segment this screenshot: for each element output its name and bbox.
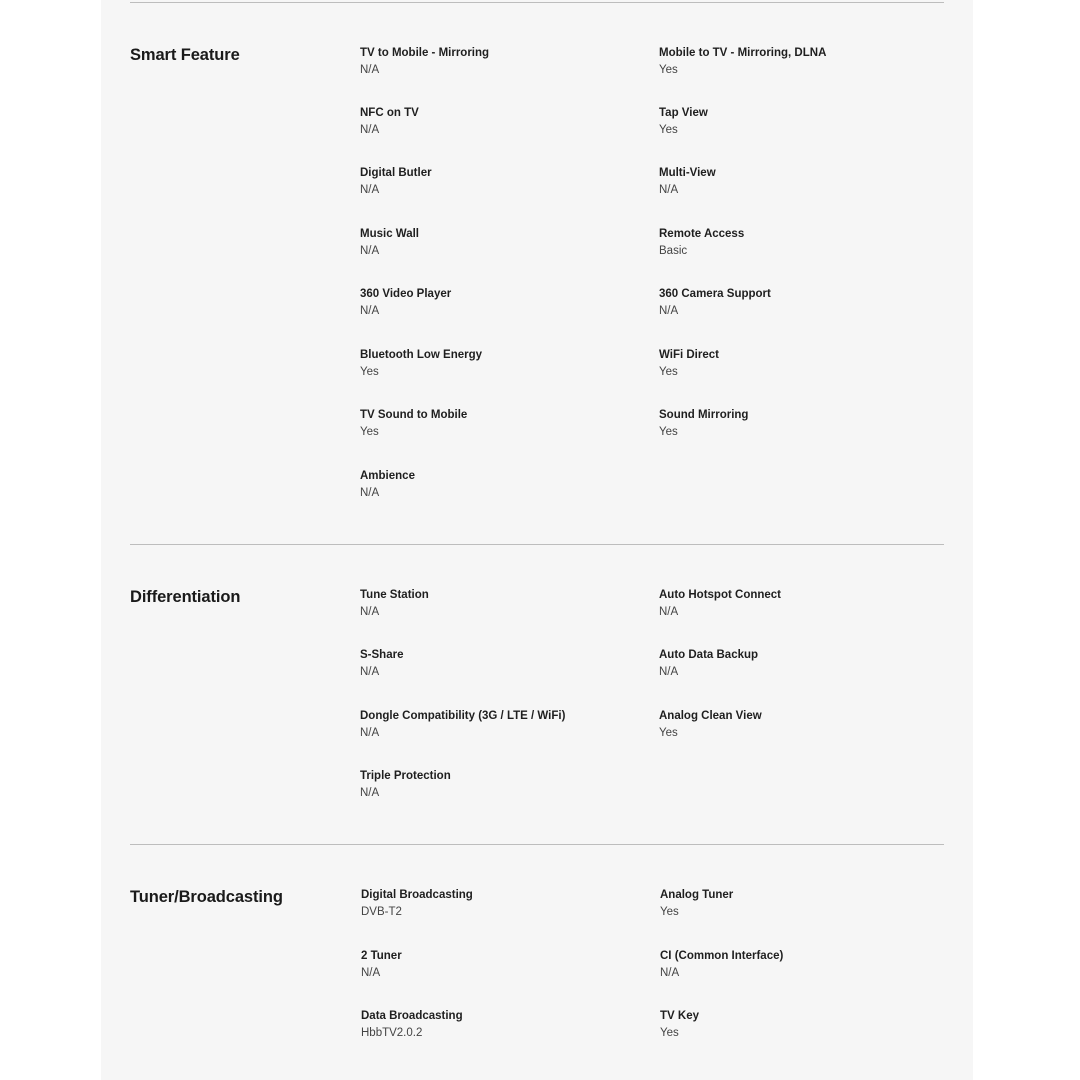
spec-value: N/A	[659, 305, 679, 317]
spec-value: Yes	[360, 426, 379, 438]
spec-value: N/A	[360, 666, 380, 678]
spec-item	[360, 648, 640, 679]
spec-value: N/A	[360, 487, 380, 499]
spec-item	[360, 348, 640, 379]
spec-item	[659, 46, 939, 77]
spec-item	[659, 408, 939, 439]
spec-label: TV to Mobile - Mirroring	[360, 47, 490, 59]
spec-value: N/A	[659, 666, 679, 678]
spec-item	[360, 46, 640, 77]
spec-item	[360, 408, 640, 439]
spec-label: Bluetooth Low Energy	[360, 349, 483, 361]
spec-item	[659, 227, 939, 258]
spec-label: Music Wall	[360, 228, 419, 240]
section-divider	[130, 544, 944, 545]
spec-value: N/A	[659, 606, 679, 618]
spec-value: N/A	[360, 184, 380, 196]
spec-item	[361, 888, 641, 919]
spec-item	[659, 588, 939, 619]
spec-item	[361, 1009, 641, 1040]
spec-value: DVB-T2	[361, 906, 402, 918]
section-divider	[130, 2, 944, 3]
spec-label: WiFi Direct	[659, 349, 719, 361]
spec-value: Yes	[660, 1027, 679, 1039]
spec-item	[360, 469, 640, 500]
spec-item	[360, 106, 640, 137]
spec-label: Digital Butler	[360, 167, 432, 179]
section-title-smart-feature: Smart Feature	[130, 46, 240, 64]
spec-value: Yes	[660, 906, 679, 918]
spec-value: Basic	[659, 245, 688, 257]
spec-item	[659, 106, 939, 137]
spec-label: CI (Common Interface)	[660, 950, 784, 962]
section-divider	[130, 844, 944, 845]
spec-item	[360, 769, 640, 800]
spec-value: Yes	[659, 366, 678, 378]
spec-value: Yes	[659, 426, 678, 438]
spec-value: N/A	[360, 305, 380, 317]
spec-item	[361, 949, 641, 980]
spec-value: Yes	[360, 366, 379, 378]
spec-label: Remote Access	[659, 228, 745, 240]
spec-label: S-Share	[360, 649, 404, 661]
spec-value: N/A	[360, 124, 380, 136]
spec-item	[360, 588, 640, 619]
spec-item	[660, 949, 940, 980]
section-title-differentiation: Differentiation	[130, 588, 241, 606]
spec-value: N/A	[360, 64, 380, 76]
spec-label: Triple Protection	[360, 770, 451, 782]
section-title-tuner-broadcasting: Tuner/Broadcasting	[130, 888, 283, 906]
spec-value: Yes	[659, 124, 678, 136]
spec-label: Dongle Compatibility (3G / LTE / WiFi)	[360, 710, 566, 722]
spec-item	[659, 709, 939, 740]
spec-label: Analog Tuner	[660, 889, 734, 901]
spec-item	[660, 1009, 940, 1040]
spec-item	[659, 166, 939, 197]
spec-item	[659, 648, 939, 679]
spec-label: Sound Mirroring	[659, 409, 749, 421]
spec-item	[659, 287, 939, 318]
spec-value: N/A	[360, 245, 380, 257]
spec-value: N/A	[360, 606, 380, 618]
spec-label: 360 Camera Support	[659, 288, 771, 300]
spec-value: N/A	[361, 967, 381, 979]
spec-item	[360, 287, 640, 318]
spec-item	[360, 166, 640, 197]
spec-label: Auto Hotspot Connect	[659, 589, 782, 601]
spec-value: HbbTV2.0.2	[361, 1027, 423, 1039]
spec-value: Yes	[659, 64, 678, 76]
spec-value: N/A	[360, 787, 380, 799]
spec-item	[659, 348, 939, 379]
spec-label: Tune Station	[360, 589, 429, 601]
spec-label: Data Broadcasting	[361, 1010, 463, 1022]
spec-label: TV Sound to Mobile	[360, 409, 468, 421]
spec-label: 2 Tuner	[361, 950, 402, 962]
spec-label: Digital Broadcasting	[361, 889, 473, 901]
spec-label: Multi-View	[659, 167, 716, 179]
spec-item	[660, 888, 940, 919]
spec-label: Mobile to TV - Mirroring, DLNA	[659, 47, 827, 59]
spec-item	[360, 227, 640, 258]
spec-label: Auto Data Backup	[659, 649, 759, 661]
spec-value: N/A	[660, 967, 680, 979]
spec-value: N/A	[360, 727, 380, 739]
spec-value: Yes	[659, 727, 678, 739]
spec-label: Analog Clean View	[659, 710, 762, 722]
spec-label: Tap View	[659, 107, 708, 119]
spec-label: NFC on TV	[360, 107, 419, 119]
spec-label: TV Key	[660, 1010, 699, 1022]
spec-item	[360, 709, 640, 740]
spec-label: Ambience	[360, 470, 415, 482]
spec-value: N/A	[659, 184, 679, 196]
spec-label: 360 Video Player	[360, 288, 452, 300]
